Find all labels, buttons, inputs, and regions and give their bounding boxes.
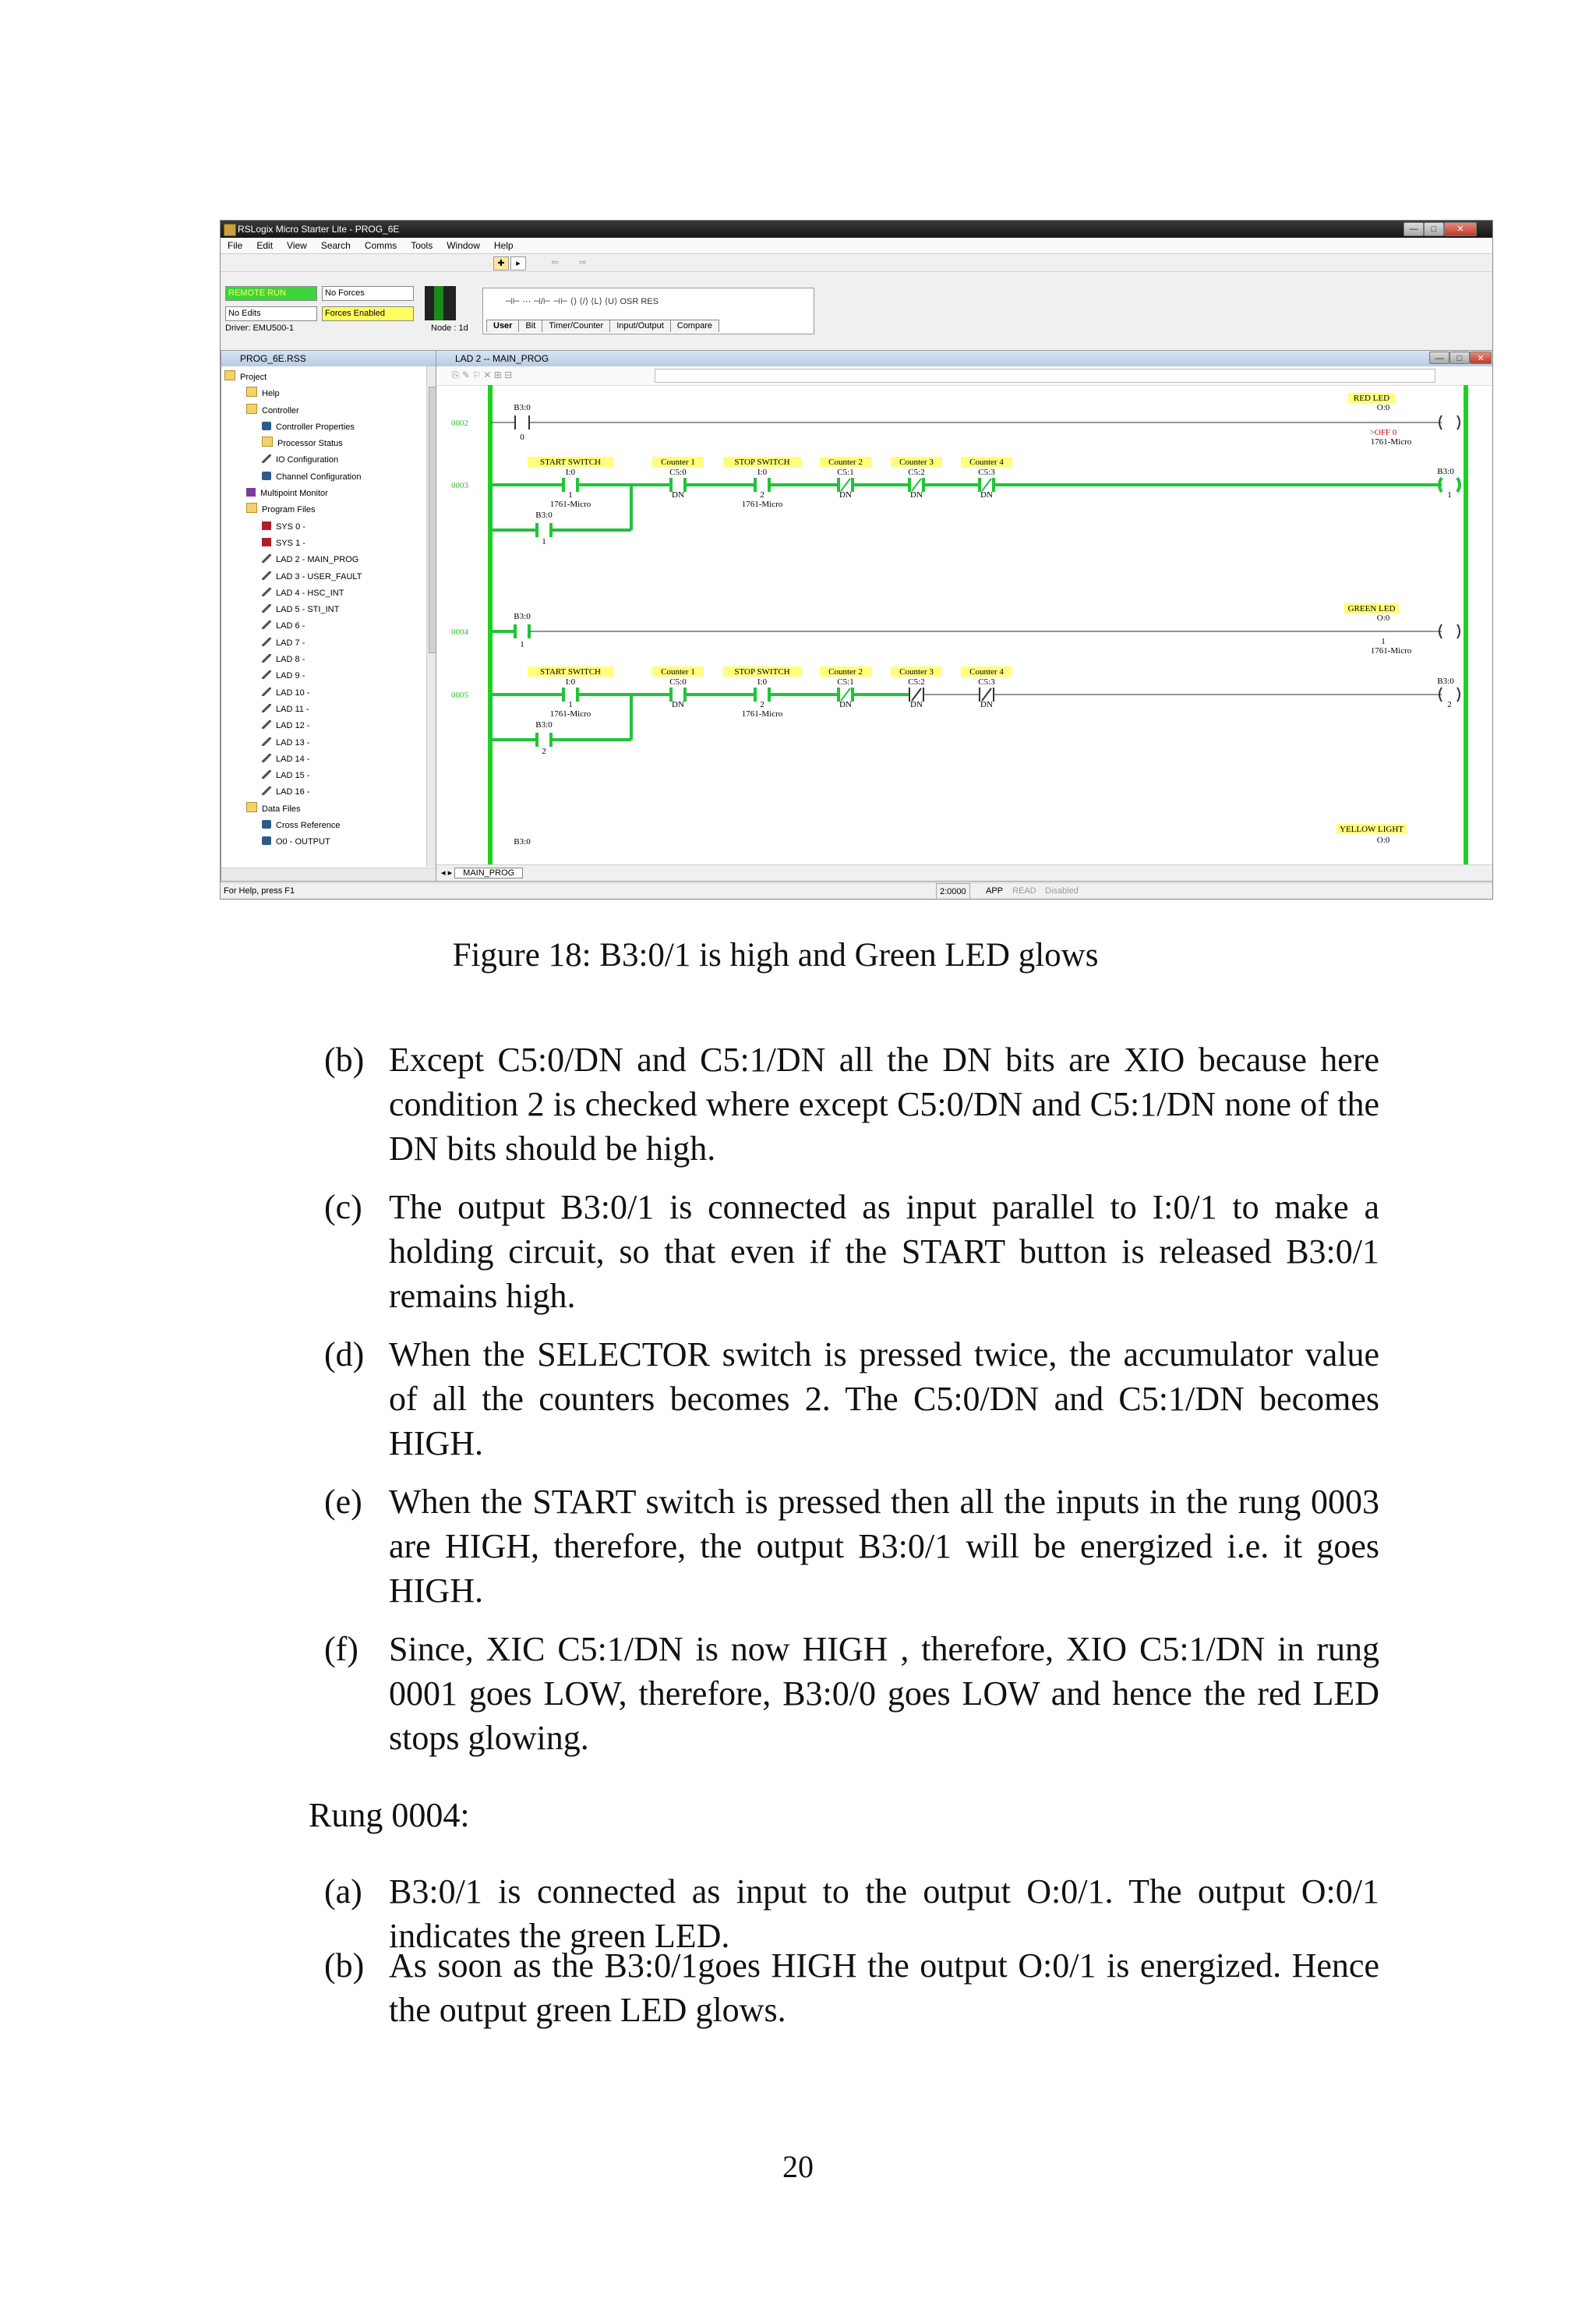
contact-address: I:0	[565, 677, 576, 687]
contact-address: B3:0	[514, 837, 531, 847]
project-tree-item[interactable]	[224, 403, 424, 419]
ladder-restore-button[interactable]: □	[1449, 352, 1470, 364]
project-tree-item[interactable]	[224, 469, 424, 486]
add-icon[interactable]: ✚	[493, 256, 509, 270]
disabled-status: Disabled	[1045, 886, 1079, 896]
contact-address: B3:0	[514, 612, 531, 621]
item-label: (b)	[324, 1041, 365, 1079]
project-tree-label: LAD 2 - MAIN_PROG	[276, 555, 359, 565]
processor-status-area	[225, 286, 475, 334]
contact-c2-slash	[841, 479, 850, 491]
rung-number: 0002	[451, 419, 468, 428]
contact-bit: 1	[568, 490, 573, 500]
menu-bar	[221, 238, 1492, 254]
ladder-icon	[262, 688, 271, 696]
module-text: 1761-Micro	[549, 709, 591, 719]
tab-input-output[interactable]: Input/Output	[609, 320, 671, 332]
menu-search[interactable]: Search	[320, 240, 351, 251]
channel-icon	[262, 472, 271, 480]
module-text: 1761-Micro	[549, 500, 591, 509]
project-tree-item[interactable]	[224, 369, 424, 386]
ladder-minimize-button[interactable]: —	[1429, 352, 1449, 364]
project-tree-label: Help	[262, 389, 280, 399]
close-button[interactable]: ✕	[1444, 222, 1477, 236]
output-label: RED LED	[1353, 394, 1390, 403]
minimize-button[interactable]: —	[1404, 222, 1424, 236]
folder-icon	[224, 370, 235, 380]
project-tree-label: LAD 6 -	[276, 621, 305, 631]
item-text: As soon as the B3:0/1goes HIGH the output O:0/1 is energized. Hence the output green LED glows.	[389, 1946, 1379, 2029]
item-text: Except C5:0/DN and C5:1/DN all the DN bits are XIO because here condition 2 is checked where except C5:0/DN and C5:1/DN none of the DN bits should be high.	[389, 1041, 1379, 1168]
contact-label: Counter 2	[828, 458, 863, 467]
project-tree-item[interactable]	[224, 552, 424, 568]
coil-red-led-right	[1457, 415, 1460, 430]
xref-icon	[262, 820, 271, 829]
module-text: 1761-Micro	[741, 500, 783, 509]
contact-address: I:0	[565, 468, 576, 477]
contact-label: START SWITCH	[539, 458, 602, 467]
rung-position: 2:0000	[936, 883, 970, 900]
ladder-icon	[262, 620, 271, 629]
contact-bit: DN	[672, 490, 684, 500]
tab-user[interactable]: User	[486, 320, 519, 332]
project-tree-item[interactable]	[224, 834, 424, 850]
tab-bit[interactable]: Bit	[518, 320, 542, 332]
rung-number: 0004	[451, 627, 468, 637]
ladder-icon	[262, 704, 271, 712]
tab-main-prog[interactable]: MAIN_PROG	[454, 868, 523, 878]
project-tree-item[interactable]	[224, 735, 424, 751]
window-title: RSLogix Micro Starter Lite - PROG_6E	[238, 224, 400, 235]
project-tree-label: LAD 5 - STI_INT	[276, 605, 340, 615]
data-icon	[262, 836, 271, 845]
hold-bit: 1	[542, 537, 546, 546]
back-icon[interactable]: ⇦	[551, 258, 559, 267]
hold-bit: 2	[542, 747, 546, 756]
tab-timer-counter[interactable]: Timer/Counter	[542, 320, 610, 332]
ladder-icon	[262, 737, 271, 746]
item-text: When the SELECTOR switch is pressed twice, the accumulator value of all the counters becomes 2. The C5:0/DN and C5:1/DN becomes HIGH.	[389, 1335, 1379, 1462]
ladder-icon	[262, 654, 271, 663]
svg-text:⊣⊢ ⋯ ⊣/⊢ ⊣⊢ ⟨⟩ ⟨/⟩ ⟨L⟩ ⟨U⟩ OSR: ⊣⊢ ⋯ ⊣/⊢ ⊣⊢ ⟨⟩ ⟨/⟩ ⟨L⟩ ⟨U⟩ OSR RES	[505, 297, 659, 306]
contact-bit: DN	[839, 700, 852, 709]
caption-text: Figure 18: B3:0/1 is high and Green LED glows	[452, 937, 1099, 974]
tab-compare[interactable]: Compare	[670, 320, 719, 332]
menu-window[interactable]: Window	[447, 240, 480, 251]
driver-label: Driver: EMU500-1	[225, 323, 295, 333]
ladder-toolbar	[436, 366, 1493, 386]
contact-bit: 2	[760, 700, 764, 709]
contact-label: START SWITCH	[539, 667, 602, 677]
coil-address: B3:0	[1437, 677, 1454, 686]
coil-address: B3:0	[1437, 467, 1454, 476]
contact-label: Counter 3	[899, 667, 934, 677]
menu-edit[interactable]: Edit	[256, 240, 274, 251]
list-item	[324, 1038, 1379, 1171]
sys-icon	[262, 538, 271, 546]
project-tree-label: LAD 14 -	[276, 754, 310, 764]
contact-address: C5:2	[908, 677, 925, 687]
output-address: O:0	[1376, 613, 1390, 623]
contact-bit: DN	[672, 700, 684, 709]
menu-help[interactable]: Help	[493, 240, 514, 251]
contact-bit: DN	[910, 490, 923, 500]
ladder-close-button[interactable]: ✕	[1470, 352, 1492, 364]
project-tree-item[interactable]	[224, 685, 424, 702]
menu-comms[interactable]: Comms	[364, 240, 397, 251]
output-label: YELLOW LIGHT	[1340, 825, 1404, 834]
ladder-icon	[262, 571, 271, 580]
output-address: O:0	[1376, 836, 1390, 845]
sys-icon	[262, 521, 271, 530]
coil-bit: 1	[1447, 490, 1452, 500]
status-bar	[221, 882, 1492, 899]
project-tree-label: LAD 9 -	[276, 671, 305, 681]
item-label: (b)	[324, 1946, 365, 1985]
project-tree-label: Controller Properties	[276, 422, 355, 432]
project-tree-label: Cross Reference	[276, 821, 341, 831]
maximize-button[interactable]: □	[1424, 222, 1444, 236]
info-icon	[262, 422, 271, 430]
output-label: GREEN LED	[1347, 604, 1396, 613]
contact-address: C5:2	[908, 468, 925, 477]
project-tree-label: LAD 15 -	[276, 771, 310, 781]
contact-label: Counter 2	[828, 667, 863, 677]
project-tree-item[interactable]	[224, 585, 424, 602]
project-tree-label: SYS 0 -	[276, 521, 305, 532]
output-state: >OFF 0	[1369, 428, 1397, 437]
project-tree-label: LAD 4 - HSC_INT	[276, 588, 344, 598]
item-label: (f)	[324, 1630, 358, 1668]
project-tree-label: Processor Status	[277, 439, 343, 449]
project-tree-label: Program Files	[262, 505, 316, 515]
forward-icon[interactable]: ⇨	[579, 258, 587, 267]
project-tree-item[interactable]	[224, 536, 424, 552]
menu-view[interactable]: View	[287, 240, 307, 251]
app-status: APP	[986, 886, 1004, 896]
menu-tools[interactable]: Tools	[411, 240, 433, 251]
project-tree-label: LAD 3 - USER_FAULT	[276, 571, 362, 582]
forces-dropdown[interactable]: No Forces	[322, 286, 414, 301]
instruction-toolbar	[482, 288, 814, 334]
ladder-title: LAD 2 -- MAIN_PROG	[455, 353, 549, 364]
hold-address: B3:0	[535, 511, 553, 520]
contact-label: STOP SWITCH	[734, 667, 790, 677]
project-tree-label: SYS 1 -	[276, 538, 305, 548]
contact-bit: 1	[520, 640, 524, 649]
contact-c3-slash	[912, 688, 921, 701]
project-tree-label: Controller	[262, 405, 299, 415]
play-icon[interactable]: ▸	[510, 256, 526, 270]
ladder-icon	[262, 604, 271, 613]
project-tree-label: LAD 7 -	[276, 638, 305, 648]
project-tree-label: LAD 13 -	[276, 737, 310, 748]
contact-bit: 2	[760, 490, 764, 500]
folder-icon	[246, 387, 257, 397]
contact-bit: 0	[520, 433, 524, 442]
help-hint: For Help, press F1	[224, 886, 295, 896]
folder-icon	[246, 404, 257, 414]
ladder-icon	[262, 770, 271, 779]
list-item	[324, 1943, 1379, 2032]
rung-heading: Rung 0004:	[309, 1796, 470, 1834]
rung-number: 0005	[451, 691, 468, 700]
contact-address: C5:3	[978, 677, 995, 687]
project-tree-label: LAD 12 -	[276, 721, 310, 731]
tab-nav-icon[interactable]: ◂ ▸	[441, 868, 453, 878]
folder-icon	[246, 503, 257, 513]
ladder-icon	[262, 670, 271, 679]
left-power-rail	[488, 385, 493, 864]
ladder-icon	[262, 787, 271, 795]
ladder-icon	[262, 588, 271, 596]
contact-address: B3:0	[514, 403, 531, 412]
contact-label: Counter 3	[899, 458, 934, 467]
list-item	[324, 1627, 1379, 1760]
folder-icon	[246, 802, 257, 812]
contact-address: I:0	[757, 468, 768, 477]
instruction-symbols-icon[interactable]	[483, 288, 814, 315]
project-tree-item[interactable]	[224, 386, 424, 402]
right-power-rail	[1464, 385, 1468, 864]
project-tree-label: Channel Configuration	[276, 472, 362, 482]
project-tree-item[interactable]	[224, 652, 424, 668]
contact-c4-slash	[982, 479, 991, 491]
contact-address: C5:1	[837, 677, 854, 687]
edits-dropdown[interactable]: No Edits	[225, 306, 317, 321]
project-tree-item[interactable]	[224, 452, 424, 468]
project-tree-item[interactable]	[224, 801, 424, 818]
contact-address: C5:3	[978, 468, 995, 477]
item-text: When the START switch is pressed then all the inputs in the rung 0003 are HIGH, therefore, the output B3:0/1 will be energized i.e. it goes HIGH.	[389, 1483, 1379, 1610]
item-label: (c)	[324, 1188, 362, 1226]
project-tree-item[interactable]	[224, 718, 424, 734]
ladder-panel-title	[436, 351, 1493, 366]
project-tree-item[interactable]	[224, 419, 424, 436]
item-text: The output B3:0/1 is connected as input parallel to I:0/1 to make a holding circuit, so that even if the START button is released B3:0/1 remains high.	[389, 1188, 1379, 1315]
project-tree-item[interactable]	[224, 602, 424, 618]
coil-green-led-right	[1457, 624, 1460, 638]
contact-label: STOP SWITCH	[734, 458, 790, 467]
project-tree-item[interactable]	[224, 486, 424, 502]
contact-label: Counter 1	[661, 667, 695, 677]
ladder-icon	[262, 554, 271, 563]
project-tree-item[interactable]	[224, 668, 424, 684]
monitor-icon	[246, 488, 256, 497]
figure-caption	[0, 935, 1596, 976]
project-tree-item[interactable]	[224, 635, 424, 652]
list-item	[324, 1479, 1379, 1613]
coil-output-right	[1457, 688, 1460, 702]
contact-bit: DN	[839, 490, 852, 500]
project-panel-title	[221, 351, 440, 366]
forces-enabled-dropdown[interactable]: Forces Enabled	[322, 306, 414, 321]
project-tree-item[interactable]	[224, 569, 424, 585]
node-label: Node : 1d	[431, 323, 468, 333]
contact-c2-slash	[841, 688, 850, 701]
project-tree-label: LAD 8 -	[276, 655, 305, 665]
status-icon	[262, 437, 273, 447]
project-tree-item[interactable]	[224, 768, 424, 784]
project-tree-label: Multipoint Monitor	[260, 489, 328, 499]
ladder-icon	[262, 720, 271, 729]
project-tree-item[interactable]	[224, 502, 424, 518]
coil-output-right	[1457, 478, 1460, 492]
project-tree-item[interactable]	[224, 436, 424, 452]
project-tree-item[interactable]	[224, 618, 424, 635]
list-item	[324, 1332, 1379, 1465]
project-tree-label: Project	[240, 373, 267, 382]
item-label: (a)	[324, 1872, 362, 1911]
item-label: (e)	[324, 1483, 362, 1521]
project-tree-item[interactable]	[224, 784, 424, 801]
page-number: 20	[782, 2149, 814, 2184]
ladder-panel	[436, 350, 1493, 882]
app-icon	[224, 224, 236, 236]
contact-label: Counter 4	[969, 458, 1004, 467]
status-graphic-icon	[425, 286, 456, 320]
rung-comment-input[interactable]	[655, 369, 1435, 383]
io-icon	[262, 454, 271, 463]
main-toolbar	[221, 254, 1492, 272]
hold-address: B3:0	[535, 720, 553, 730]
contact-bit: DN	[980, 490, 993, 500]
contact-label: Counter 1	[661, 458, 695, 467]
project-tree-label: LAD 10 -	[276, 688, 310, 698]
ladder-tabbar	[436, 864, 1493, 881]
contact-label: Counter 4	[969, 667, 1004, 677]
project-hscrollbar[interactable]	[221, 868, 440, 881]
item-label: (d)	[324, 1335, 365, 1373]
read-status: READ	[1012, 886, 1036, 896]
output-module: 1761-Micro	[1370, 646, 1412, 656]
menu-file[interactable]: File	[228, 240, 243, 251]
list-item	[324, 1185, 1379, 1318]
rung-number: 0003	[451, 481, 468, 490]
rslogix-screenshot	[220, 220, 1493, 900]
window-titlebar[interactable]	[221, 221, 1492, 238]
project-tree-item[interactable]	[224, 519, 424, 536]
instruction-tabs	[486, 320, 810, 332]
ladder-tool-icons[interactable]: ⎘ ✎ ⚐ ✕ ⊞ ⊟	[452, 369, 513, 380]
ladder-icon	[262, 638, 271, 646]
output-address: O:0	[1376, 403, 1390, 412]
project-panel	[221, 350, 440, 882]
project-tree-item[interactable]	[224, 751, 424, 768]
output-bit: 1	[1381, 637, 1386, 646]
contact-c4-slash	[982, 688, 991, 701]
item-text: B3:0/1 is connected as input to the output O:0/1. The output O:0/1 indicates the green LED.	[389, 1872, 1379, 1955]
contact-bit: DN	[910, 700, 923, 709]
item-text: Since, XIC C5:1/DN is now HIGH , therefore, XIO C5:1/DN in rung 0001 goes LOW, therefore, B3:0/0 goes LOW and hence the red LED stops glowing.	[389, 1630, 1379, 1757]
ladder-diagram	[436, 385, 1478, 864]
project-tree-label: Data Files	[262, 804, 301, 814]
project-tree-item[interactable]	[224, 702, 424, 718]
output-module: 1761-Micro	[1370, 437, 1412, 447]
project-tree-item[interactable]	[224, 818, 424, 834]
contact-address: C5:0	[669, 468, 687, 477]
project-file-name: PROG_6E.RSS	[240, 353, 306, 364]
contact-address: C5:1	[837, 468, 854, 477]
contact-address: I:0	[757, 677, 768, 687]
mode-dropdown[interactable]: REMOTE RUN	[225, 286, 317, 301]
project-tree-label: IO Configuration	[276, 455, 339, 465]
contact-c3-slash	[912, 479, 921, 491]
contact-bit: DN	[980, 700, 993, 709]
contact-address: C5:0	[669, 677, 687, 687]
contact-bit: 1	[568, 700, 573, 709]
project-tree-label: LAD 11 -	[276, 704, 309, 714]
project-tree	[224, 369, 424, 865]
project-tree-label: LAD 16 -	[276, 787, 310, 797]
ladder-icon	[262, 754, 271, 762]
project-tree-label: O0 - OUTPUT	[276, 837, 330, 847]
module-text: 1761-Micro	[741, 709, 783, 719]
coil-bit: 2	[1447, 700, 1452, 709]
